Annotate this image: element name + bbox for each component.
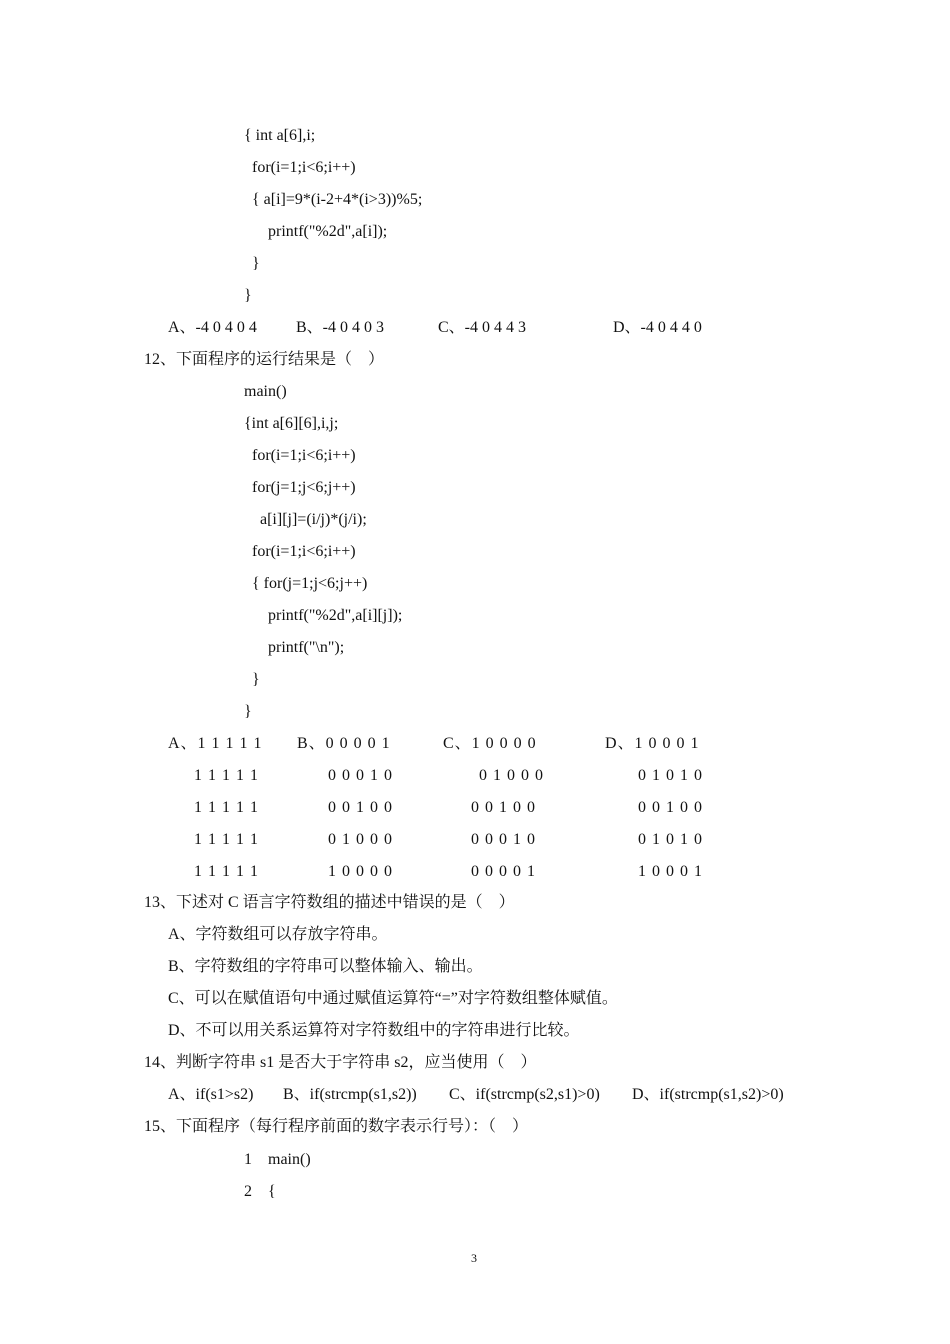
code-line: {int a[6][6],i,j; [244,415,339,432]
option-b-label: B、0 0 0 0 1 [297,735,391,752]
question-15: 15、下面程序（每行程序前面的数字表示行号）：（ ） [144,1118,529,1135]
option-d-row: 0 0 1 0 0 [638,799,703,816]
code-line: } [244,255,260,272]
option-d: D、-4 0 4 4 0 [613,319,702,336]
option-b: B、-4 0 4 0 3 [296,319,385,336]
option-c: C、if(strcmp(s2,s1)>0) [449,1086,600,1103]
option-b-row: 0 0 0 1 0 [328,767,393,784]
code-line: 1 main() [244,1151,311,1168]
option-c-row: 0 0 0 0 1 [471,863,536,880]
option-c-row: 0 1 0 0 0 [479,767,544,784]
option-d-row: 0 1 0 1 0 [638,831,703,848]
option-a-row: 1 1 1 1 1 [194,767,259,784]
code-line: 2 { [244,1183,276,1200]
code-line: printf("%2d",a[i][j]); [244,607,403,624]
question-12: 12、下面程序的运行结果是（ ） [144,351,385,368]
option-d-label: D、1 0 0 0 1 [605,735,700,752]
code-line: main() [244,383,287,400]
option-b: B、字符数组的字符串可以整体输入、输出。 [168,958,483,975]
option-a-row: 1 1 1 1 1 [194,831,259,848]
option-c: C、-4 0 4 4 3 [438,319,527,336]
option-d: D、if(strcmp(s1,s2)>0) [632,1086,784,1103]
code-line: } [244,703,252,720]
option-d-row: 1 0 0 0 1 [638,863,703,880]
option-a-row: 1 1 1 1 1 [194,863,259,880]
option-d-row: 0 1 0 1 0 [638,767,703,784]
option-a: A、-4 0 4 0 4 [168,319,257,336]
code-line: } [244,287,252,304]
code-line: } [244,671,260,688]
option-c-label: C、1 0 0 0 0 [443,735,537,752]
option-c-row: 0 0 1 0 0 [471,799,536,816]
option-a: A、字符数组可以存放字符串。 [168,926,388,943]
option-a-row: 1 1 1 1 1 [194,799,259,816]
option-d: D、不可以用关系运算符对字符数组中的字符串进行比较。 [168,1022,580,1039]
code-line: for(i=1;i<6;i++) [244,543,356,560]
option-a-label: A、1 1 1 1 1 [168,735,263,752]
code-line: printf("%2d",a[i]); [244,223,388,240]
code-line: for(i=1;i<6;i++) [244,159,356,176]
code-line: for(j=1;j<6;j++) [244,479,356,496]
code-line: { for(j=1;j<6;j++) [244,575,368,592]
question-14: 14、判断字符串 s1 是否大于字符串 s2，应当使用（ ） [144,1054,537,1071]
option-b: B、if(strcmp(s1,s2)) [283,1086,417,1103]
code-line: for(i=1;i<6;i++) [244,447,356,464]
code-line: { a[i]=9*(i-2+4*(i>3))%5; [244,191,423,208]
option-b-row: 0 0 1 0 0 [328,799,393,816]
option-b-row: 0 1 0 0 0 [328,831,393,848]
question-13: 13、下述对 C 语言字符数组的描述中错误的是（ ） [144,894,515,911]
option-b-row: 1 0 0 0 0 [328,863,393,880]
option-c-row: 0 0 0 1 0 [471,831,536,848]
page-number: 3 [471,1251,477,1265]
code-line: a[i][j]=(i/j)*(j/i); [244,511,367,528]
code-line: { int a[6],i; [244,127,316,144]
option-c: C、可以在赋值语句中通过赋值运算符“=”对字符数组整体赋值。 [168,990,618,1007]
code-line: printf("\n"); [244,639,345,656]
option-a: A、if(s1>s2) [168,1086,254,1103]
